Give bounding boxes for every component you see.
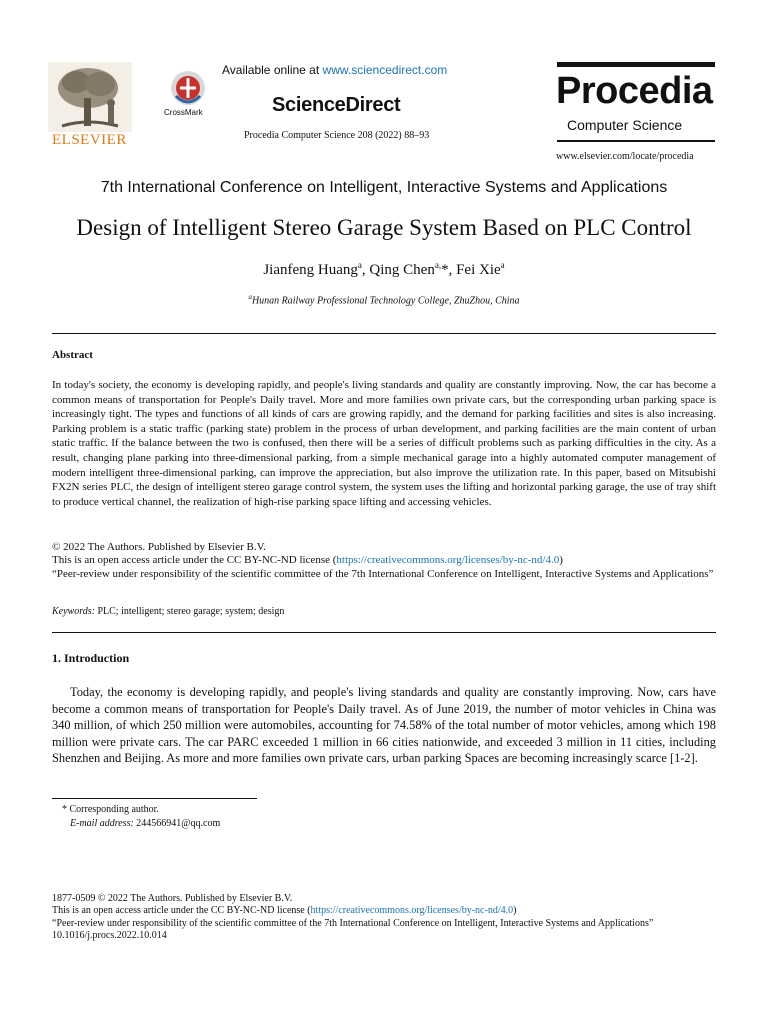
license-link[interactable]: https://creativecommons.org/licenses/by-nc-nd/4.0 xyxy=(336,554,560,567)
peer-review-line: “Peer-review under responsibility of the scientific committee of the 7th International Conference on Intelligent, Interactive Systems and Applications” xyxy=(52,567,714,580)
email-note xyxy=(70,818,220,829)
author-name: Jianfeng Huang xyxy=(263,262,358,278)
journal-name: Procedia xyxy=(556,70,713,112)
journal-reference: Procedia Computer Science 208 (2022) 88–93 xyxy=(244,130,430,141)
publisher-name: ELSEVIER xyxy=(52,132,127,148)
affiliation-sup: a xyxy=(248,293,252,301)
abstract-body: In today's society, the economy is developing rapidly, and people's living standards and quality are constantly improving. Now, the car has become a common means of transportation for People's Daily travel. More and more families own private cars, but the corresponding urban parking space is increasingly tight. The types and functions of all kinds of cars are growing rapidly, and the demand for parking facilities and sites is also increasing. Parking problem is a static traffic (parking state) problem in the process of urban development, and parking facilities are the main content of urban static traffic. If the balance between the two is confused, then there will be a series of difficult problems such as parking difficulties in the city. As a result, changing plane parking into three-dimensional parking, from a simple mechanical garage into a highly automated computer management of modern intelligent three-dimensional parking, can improve the appreciation, but also improve the utilization rate. In this paper, based on Mitsubishi FX2N series PLC, the design of intelligent stereo garage control system, the system uses the lifting and horizontal parking garage, the use of tray shift to produce vertical channel, the realization of high-rise parking space lifting and accessing vehicles. xyxy=(52,379,716,508)
email-address[interactable]: 244566941@qq.com xyxy=(133,818,221,829)
author-affil-sup: a xyxy=(500,260,505,270)
journal-url[interactable]: www.elsevier.com/locate/procedia xyxy=(556,151,694,162)
author-affil-sup: a xyxy=(357,260,362,270)
corresponding-author-note: * Corresponding author. xyxy=(62,804,159,815)
footer-license-link[interactable]: https://creativecommons.org/licenses/by-nc-nd/4.0 xyxy=(310,905,514,917)
footnote-rule xyxy=(52,798,257,799)
divider xyxy=(52,333,716,334)
procedia-top-rule xyxy=(557,62,715,67)
footer-license-line xyxy=(52,905,716,917)
author-separator: , xyxy=(448,262,457,278)
affiliation-text: Hunan Railway Professional Technology College, ZhuZhou, China xyxy=(251,295,520,307)
sciencedirect-link[interactable]: www.sciencedirect.com xyxy=(322,63,448,77)
footer-license-suffix: ) xyxy=(513,905,517,917)
keywords-label: Keywords: xyxy=(52,606,95,617)
license-suffix: ) xyxy=(559,554,563,567)
copyright-line: © 2022 The Authors. Published by Elsevier B.V. xyxy=(52,541,266,553)
author-name: Fei Xie xyxy=(456,262,501,278)
divider xyxy=(52,632,716,633)
doi[interactable]: 10.1016/j.procs.2022.10.014 xyxy=(52,929,167,941)
footer-license-prefix: This is an open access article under the CC BY-NC-ND license ( xyxy=(52,905,311,917)
license-prefix: This is an open access article under the CC BY-NC-ND license ( xyxy=(52,554,337,567)
author-separator: , xyxy=(361,262,370,278)
conference-name: 7th International Conference on Intelligent, Interactive Systems and Applications xyxy=(100,179,668,196)
section-heading: 1. Introduction xyxy=(52,651,130,665)
author-list xyxy=(0,260,768,279)
introduction-body: Today, the economy is developing rapidly, and people's living standards and quality are constantly improving. Now, cars have become a common means of transportation for People's Daily travel. As of June 2019, the number of motor vehicles in China was 340 million, of which 250 million were automobiles, accounting for 74.58% of the total number of motor vehicles, among which 198 million were private cars. The car PARC exceeded 1 million in 66 cities nationwide, and exceeded 3 million in 11 cities, including Shenzhen and Beijing. As more and more families own private cars, urban parking Spaces are becoming increasingly scarce [1-2]. xyxy=(52,685,716,766)
crossmark-label: CrossMark xyxy=(164,108,203,117)
keywords-text: PLC; intelligent; stereo garage; system; design xyxy=(94,606,285,617)
license-line xyxy=(52,554,716,567)
issn-line: 1877-0509 © 2022 The Authors. Published by Elsevier B.V. xyxy=(52,893,293,904)
abstract-heading: Abstract xyxy=(52,349,93,361)
affiliation xyxy=(0,293,768,306)
rights-statement xyxy=(52,541,716,581)
available-online-text: Available online at xyxy=(222,63,320,77)
email-label: E-mail address: xyxy=(70,818,134,829)
author-name: Qing Chen xyxy=(369,262,435,278)
footer-peer-review: “Peer-review under responsibility of the scientific committee of the 7th International Conference on Intelligent, Interactive Systems and Applications” xyxy=(52,917,654,929)
sciencedirect-logo: ScienceDirect xyxy=(272,94,401,116)
procedia-bottom-rule xyxy=(557,140,715,142)
corresponding-star: * xyxy=(441,262,449,278)
available-online xyxy=(222,63,447,77)
page-footer xyxy=(52,893,716,942)
paper-title: Design of Intelligent Stereo Garage System Based on PLC Control xyxy=(76,215,692,240)
author-affil-sup: a, xyxy=(434,260,442,270)
keywords xyxy=(52,606,716,617)
journal-subtitle: Computer Science xyxy=(567,117,683,133)
